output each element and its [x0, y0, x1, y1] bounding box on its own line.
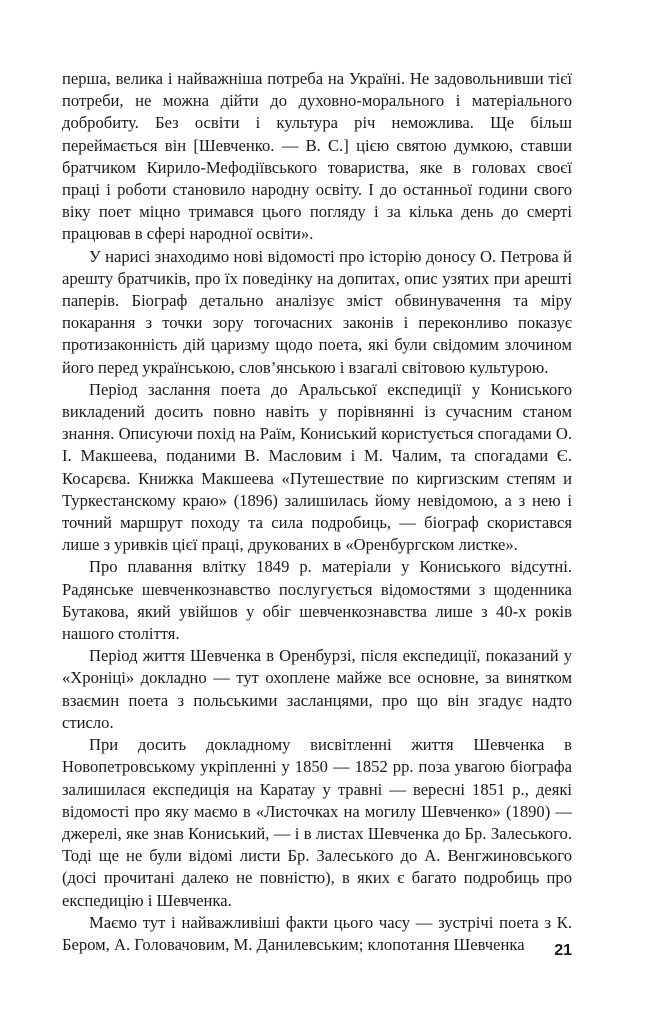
paragraph: При досить докладному висвітленні життя Шевченка в Новопетровському укріпленні у 1850 — 1852 рр. поза увагою біографа залишилася експедиція на Каратау у травні — вересні 1851 р., деякі відомості про яку маємо в «Листочках на могилу Шевченко» (1890) — джерелі, яке знав Кониський, — і в листах Шевченка до Бр. Залеського. Тоді ще не були відомі листи Бр. Залеського до А. Венгжиновського (досі прочитані далеко не повністю), в яких є багато подробиць про експедицію і Шевченка.: [62, 735, 572, 910]
paragraph: Період заслання поета до Аральської експедиції у Кониського викладений досить повно навіть у порівнянні із сучасним станом знання. Описуючи похід на Раїм, Кониський користується спогадами О. І. Макшеева, поданими В. Масловим і М. Чалим, та спогадами Є. Косарєва. Книжка Макшеева «Путешествие по киргизским степям и Туркестанскому краю» (1896) залишилась йому невідомою, а з нею і точний маршрут походу та сила подробиць, — біограф скористався лише з уривків цієї праці, друкованих в «Оренбургском листке».: [62, 379, 572, 555]
paragraph: Період життя Шевченка в Оренбурзі, після експедиції, показаний у «Хроніці» докладно — тут охоплене майже все основне, за винятком взаємин поета з польськими засланцями, про що він згадує надто стисло.: [62, 646, 572, 732]
page-number: 21: [554, 942, 572, 959]
paragraph: У нарисі знаходимо нові відомості про історію доносу О. Петрова й арешту братчиків, про їх поведінку на допитах, опис узятих при арешті паперів. Біограф детально аналізує зміст обвинувачення та міру покарання з точки зору тогочасних законів і переконливо показує протизаконність дій царизму щодо поета, які були свідомим злочином його перед українською, слов’янською і взагалі світовою культурою.: [62, 246, 572, 377]
paragraph: перша, велика і найважніша потреба на Україні. Не задовольнивши тієї потреби, не можна дійти до духовно-морального і матеріального добробиту. Без освіти і культура річ неможлива. Ще більш переймається він [Шевченко. — В. С.] цією святою думкою, ставши братчиком Кирило-Мефодіївського товариства, яке в головах своєї праці і роботи становило народну освіту. І до останньої години свого віку поет міцно тримався цього погляду і за кілька день до смерті працював в сфері народної освіти».: [62, 69, 572, 244]
paragraph: Про плавання влітку 1849 р. матеріали у Кониського відсутні. Радянське шевченкознавство послугується відомостями з щоденника Бутакова, який увійшов у обіг шевченкознавства лише з 40-х років нашого століття.: [62, 557, 572, 644]
body-text: [62, 68, 572, 956]
paragraph: Маємо тут і найважливіші факти цього часу — зустрічі поета з К. Бером, А. Головачовим, М. Данилевським; клопотання Шевченка: [62, 912, 572, 954]
